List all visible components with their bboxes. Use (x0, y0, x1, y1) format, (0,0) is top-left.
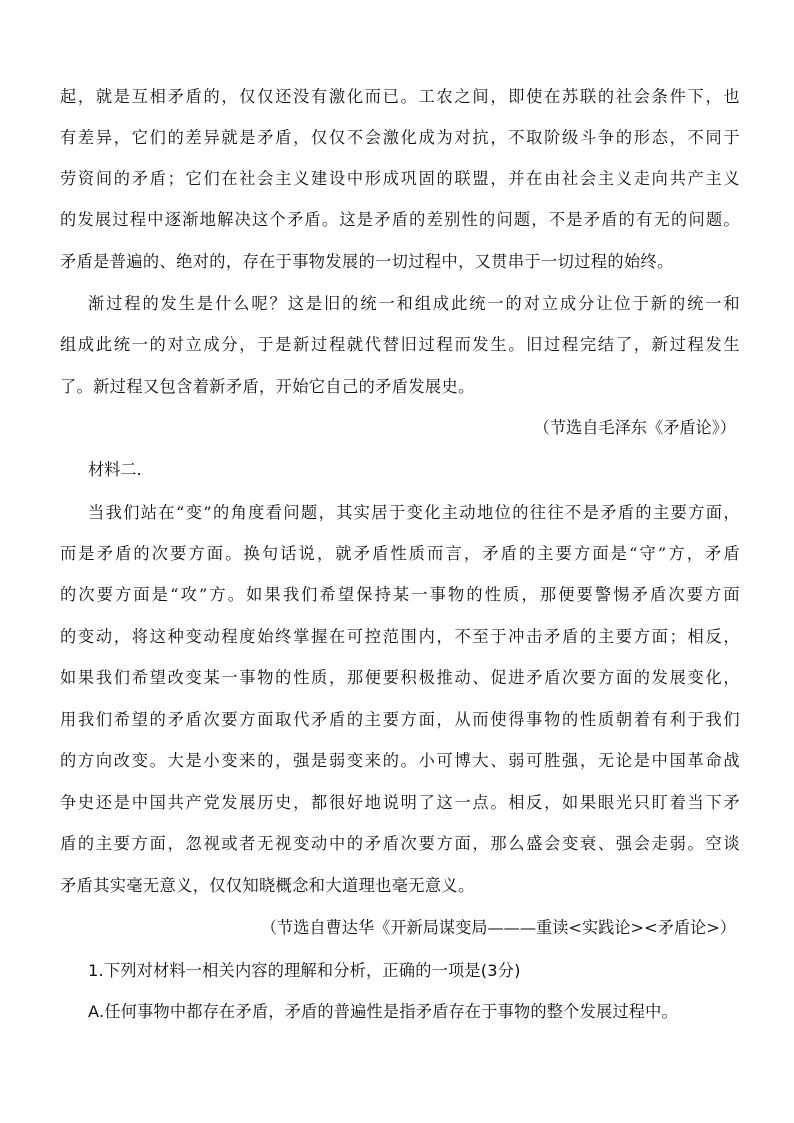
material-two-line-7: 的方向改变。大是小变来的，强是弱变来的。小可博大、弱可胜强，无论是中国革命战 (60, 751, 740, 770)
material-one-line-8: 了。新过程又包含着新矛盾，开始它自己的矛盾发展史。 (60, 377, 475, 396)
material-two-line-5: 如果我们希望改变某一事物的性质，那便要积极推动、促进矛盾次要方面的发展变化， (60, 668, 740, 687)
material-two-line-10: 矛盾其实毫无意义，仅仅知晓概念和大道理也毫无意义。 (60, 876, 475, 895)
question-option-a: A.任何事物中都存在矛盾，矛盾的普遍性是指矛盾存在于事物的整个发展过程中。 (88, 1002, 678, 1021)
material-two-line-6: 用我们希望的矛盾次要方面取代矛盾的主要方面，从而使得事物的性质朝着有利于我们 (60, 710, 740, 729)
material-one-line-2: 有差异，它们的差异就是矛盾，仅仅不会激化成为对抗，不取阶级斗争的形态，不同于 (60, 128, 740, 147)
material-one-line-7: 组成此统一的对立成分，于是新过程就代替旧过程而发生。旧过程完结了，新过程发生 (60, 335, 740, 354)
material-two-line-4: 的变动，将这种变动程度始终掌握在可控范围内，不至于冲击矛盾的主要方面；相反， (60, 627, 740, 646)
material-two-line-3: 的次要方面是“攻”方。如果我们希望保持某一事物的性质，那便要警惕矛盾次要方面 (60, 585, 740, 604)
material-one-line-4: 的发展过程中逐渐地解决这个矛盾。这是矛盾的差别性的问题，不是矛盾的有无的问题。 (60, 210, 740, 229)
material-two-line-2: 而是矛盾的次要方面。换句话说，就矛盾性质而言，矛盾的主要方面是“守”方，矛盾 (60, 544, 740, 563)
material-one-line-3: 劳资间的矛盾；它们在社会主义建设中形成巩固的联盟，并在由社会主义走向共产主义 (60, 169, 740, 188)
material-one-line-1: 起，就是互相矛盾的，仅仅还没有激化而已。工农之间，即使在苏联的社会条件下，也 (60, 87, 740, 106)
question-stem: 1.下列对材料一相关内容的理解和分析，正确的一项是(3分) (88, 961, 521, 980)
material-one-line-5: 矛盾是普遍的、绝对的，存在于事物发展的一切过程中，又贯串于一切过程的始终。 (60, 252, 674, 271)
material-two-line-1: 当我们站在“变”的角度看问题，其实居于变化主动地位的往往不是矛盾的主要方面， (88, 503, 740, 522)
material-two-line-8: 争史还是中国共产党发展历史，都很好地说明了这一点。相反，如果眼光只盯着当下矛 (60, 793, 740, 812)
material-two-line-9: 盾的主要方面，忽视或者无视变动中的矛盾次要方面，那么盛会变衰、强会走弱。空谈 (60, 834, 740, 853)
material-two-heading: 材料二. (88, 460, 142, 479)
material-two-source: （节选自曹达华《开新局谋变局———重读<实践论><矛盾论>） (260, 918, 736, 937)
material-one-source: （节选自毛泽东《矛盾论》） (533, 418, 736, 437)
material-one-line-6: 渐过程的发生是什么呢？这是旧的统一和组成此统一的对立成分让位于新的统一和 (88, 294, 740, 313)
